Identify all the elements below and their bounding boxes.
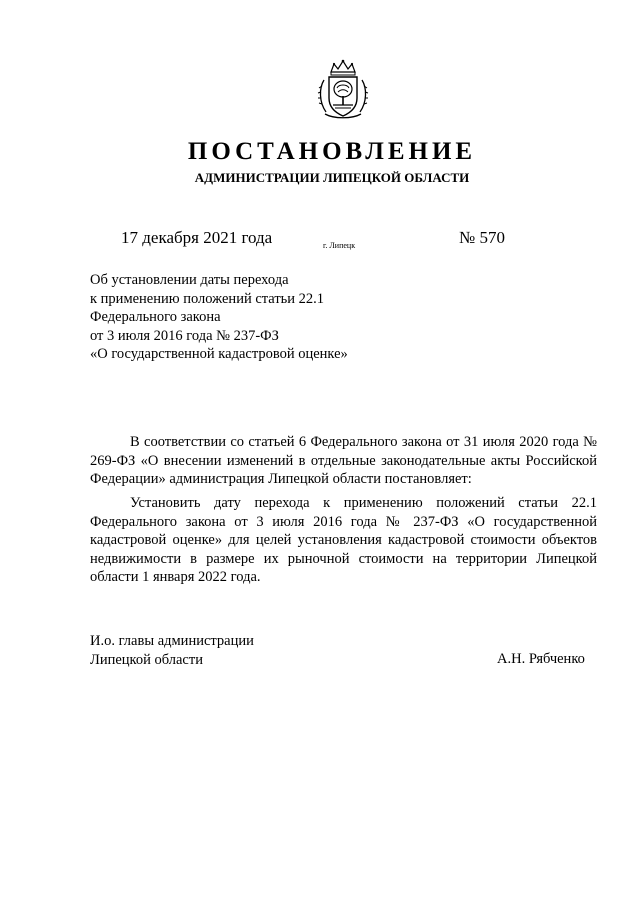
document-city: г. Липецк — [323, 241, 356, 250]
signatory-name: А.Н. Рябченко — [497, 651, 585, 667]
document-title: ПОСТАНОВЛЕНИЕ — [187, 138, 477, 165]
signatory-position-line: И.о. главы администрации — [90, 633, 254, 649]
document-date: 17 декабря 2021 года — [121, 228, 273, 247]
signatory-position — [90, 632, 254, 669]
document-number: № 570 — [459, 228, 505, 247]
resolution-paragraph: Установить дату перехода к применению положений статьи 22.1 Федерального закона от 3 июля 2016 года № 237-ФЗ «О государственной кадастровой оценке» для целей установления кадастровой стоимости объектов недвижимости в размере их рыночной стоимости на территории Липецкой области 1 января 2022 года. — [90, 495, 597, 585]
issuing-authority: АДМИНИСТРАЦИИ ЛИПЕЦКОЙ ОБЛАСТИ — [194, 170, 470, 185]
coat-of-arms-icon — [316, 58, 370, 122]
heading-line: Об установлении даты перехода — [90, 272, 289, 288]
signatory-position-line: Липецкой области — [90, 651, 203, 668]
document-heading — [90, 271, 348, 364]
heading-line: от 3 июля 2016 года № 237-ФЗ — [90, 327, 279, 344]
heading-line: Федерального закона — [90, 309, 221, 325]
heading-line: «О государственной кадастровой оценке» — [90, 346, 348, 362]
heading-line: к применению положений статьи 22.1 — [90, 290, 325, 307]
preamble-paragraph: В соответствии со статьей 6 Федерального закона от 31 июля 2020 года № 269-ФЗ «О внесении изменений в отдельные законодательные акты Российской Федерации» администрация Липецкой области постановляет: — [90, 434, 597, 487]
